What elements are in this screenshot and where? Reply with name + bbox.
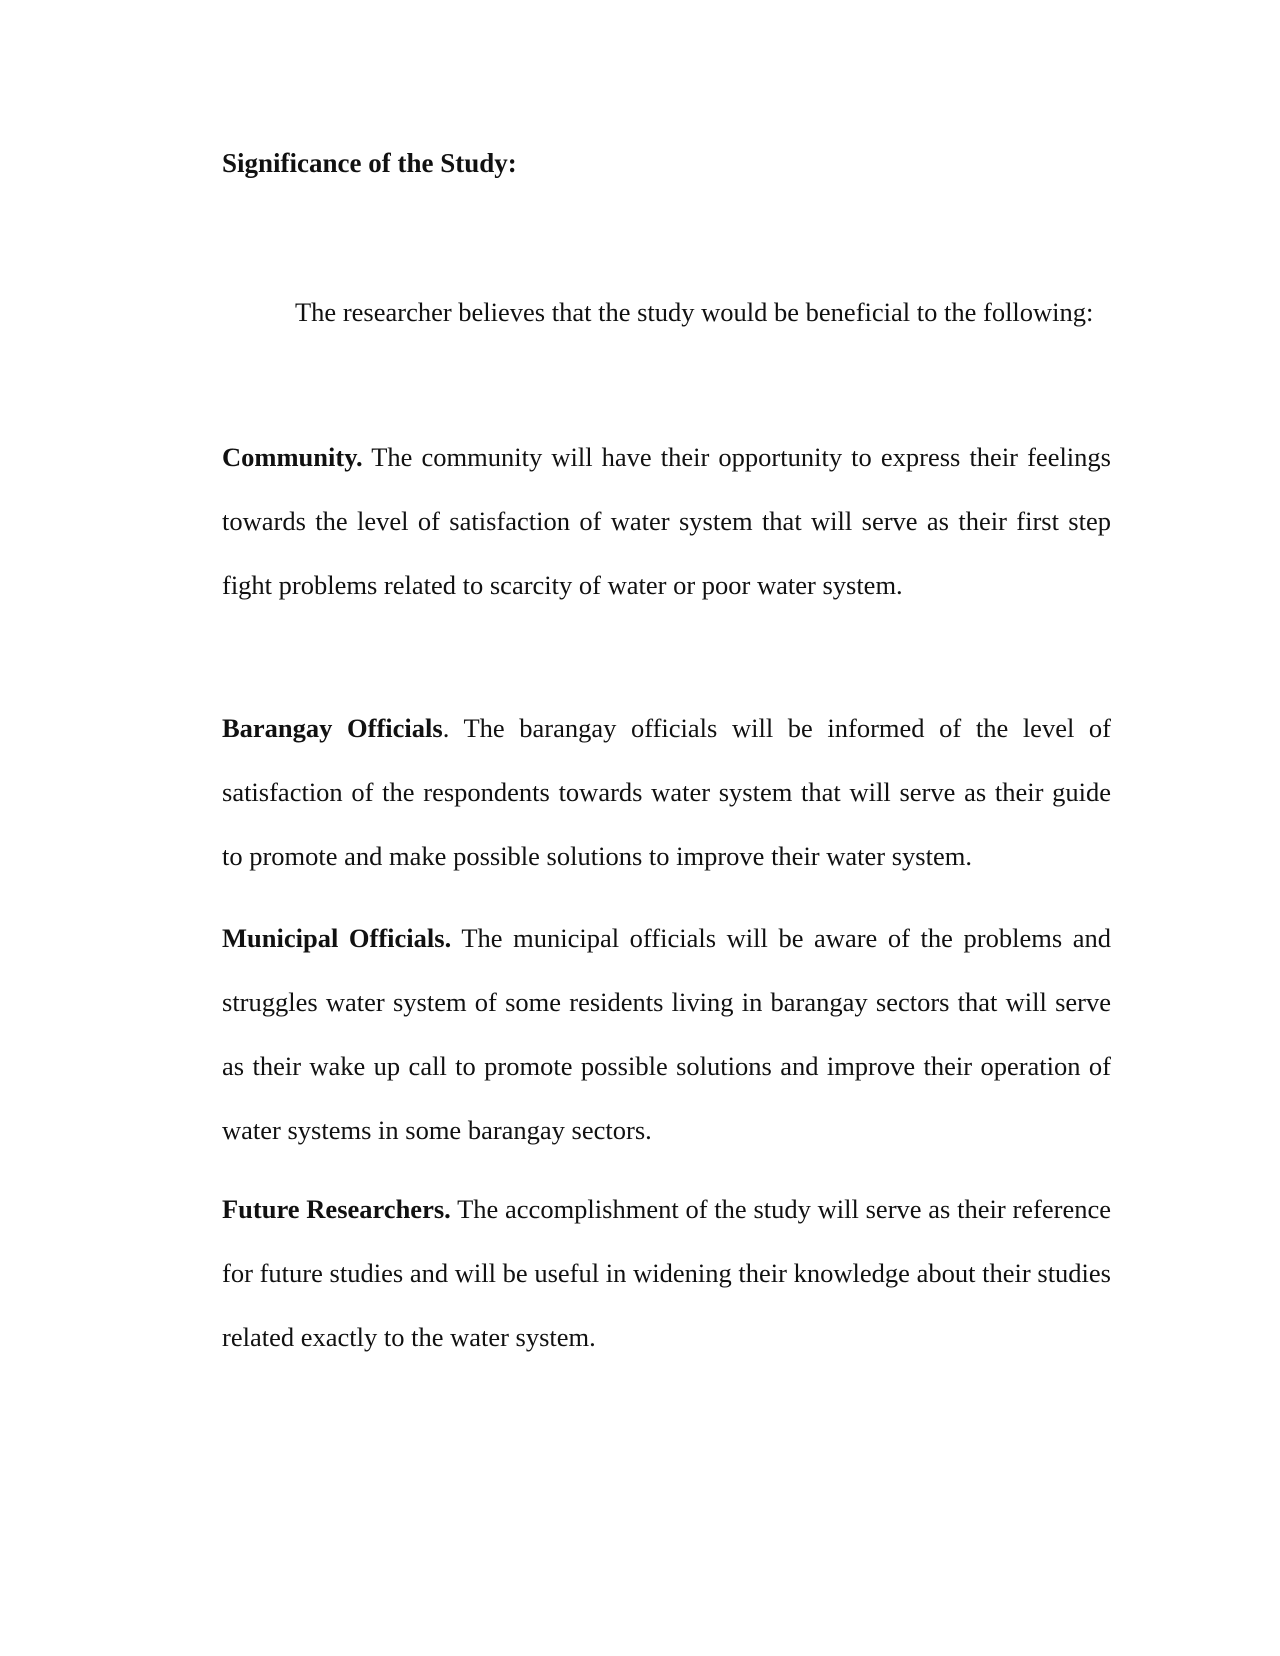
municipal-officials-text: The municipal officials will be aware of the problems and struggles water system of some residents living in barangay sectors that will serve as their wake up call to promote possible solutions and improve their operation of water systems in some barangay sectors. — [222, 923, 1111, 1145]
community-paragraph — [222, 425, 1111, 617]
barangay-officials-term: Barangay Officials — [222, 713, 443, 743]
intro-paragraph: The researcher believes that the study would be beneficial to the following: — [295, 297, 1094, 327]
community-text: The community will have their opportunity to express their feelings towards the level of satisfaction of water system that will serve as their first step fight problems related to scarcity of water or poor water system. — [222, 442, 1111, 600]
future-researchers-term: Future Researchers. — [222, 1194, 451, 1224]
community-term: Community. — [222, 442, 363, 472]
section-heading: Significance of the Study: — [222, 148, 517, 178]
future-researchers-paragraph — [222, 1177, 1111, 1369]
barangay-officials-paragraph — [222, 696, 1111, 888]
future-researchers-text: The accomplishment of the study will serve as their reference for future studies and will be useful in widening their knowledge about their studies related exactly to the water system. — [222, 1194, 1111, 1352]
municipal-officials-paragraph — [222, 906, 1111, 1162]
municipal-officials-term: Municipal Officials. — [222, 923, 452, 953]
barangay-officials-text: . The barangay officials will be informed of the level of satisfaction of the respondents towards water system that will serve as their guide to promote and make possible solutions to improve their water system. — [222, 713, 1111, 871]
